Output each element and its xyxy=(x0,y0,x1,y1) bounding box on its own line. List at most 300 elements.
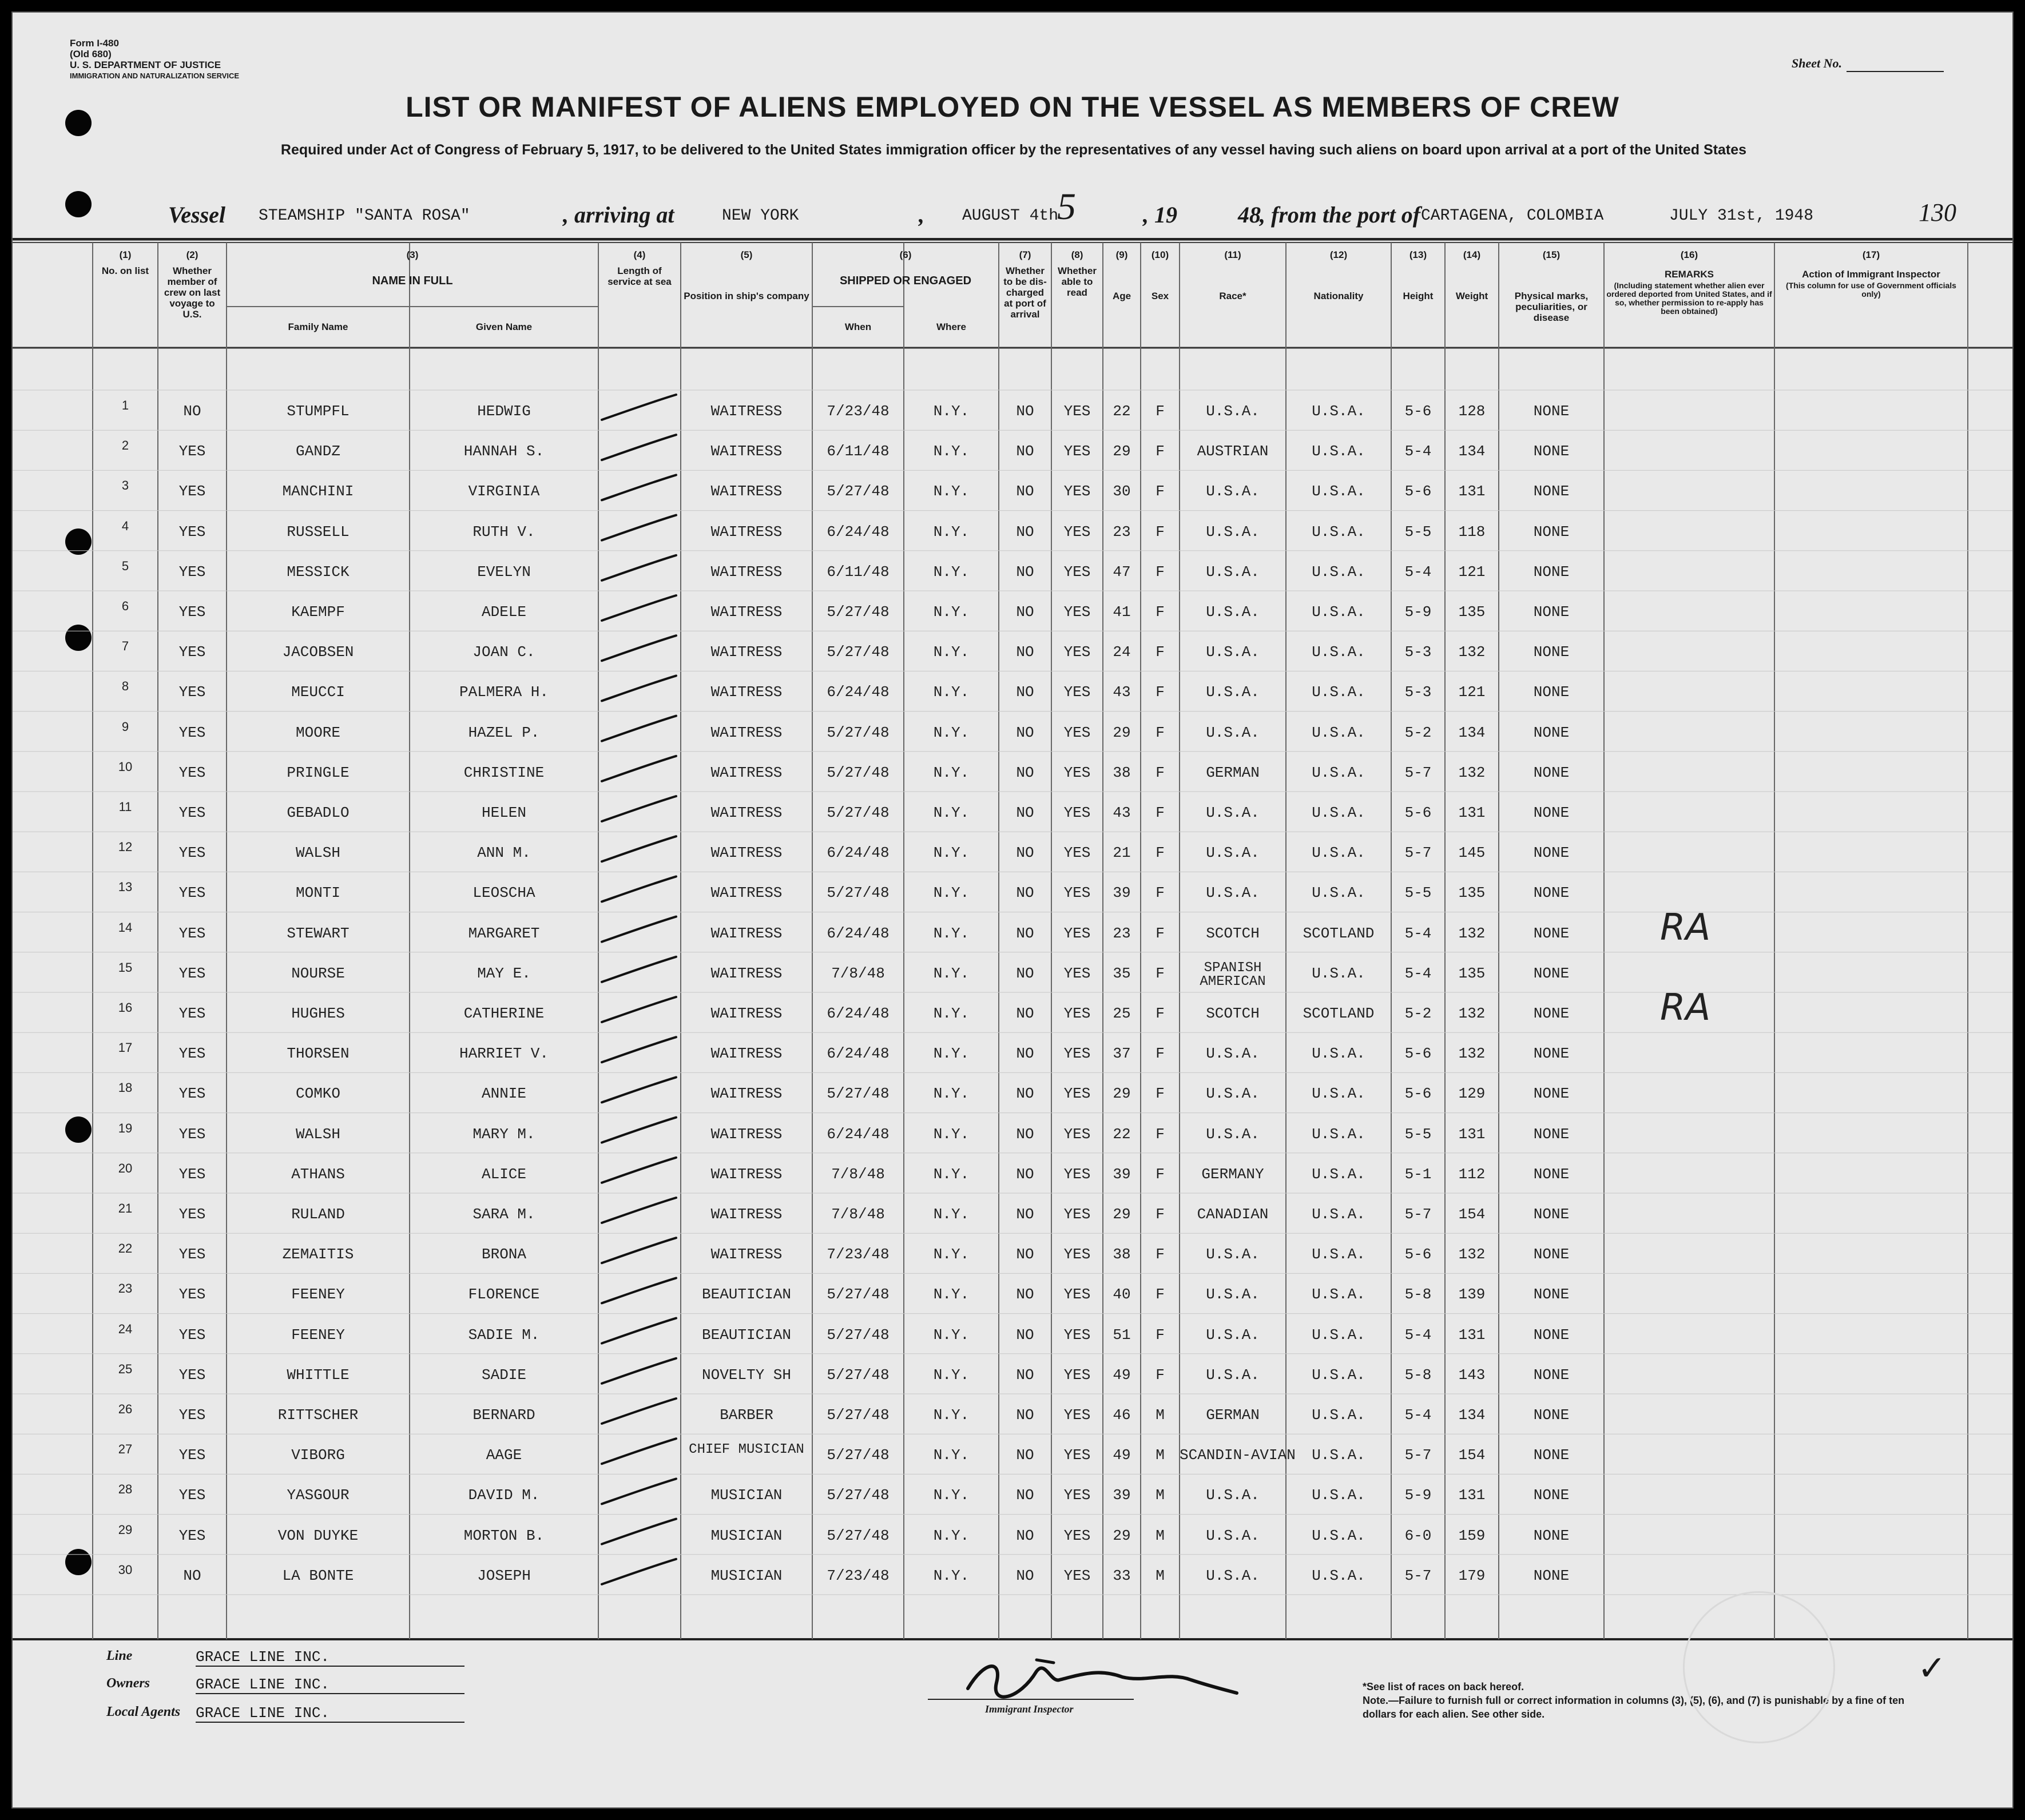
cell-age: 39 xyxy=(1113,1165,1131,1183)
cell-sex: F xyxy=(1156,643,1165,661)
cell-where: N.Y. xyxy=(933,764,970,781)
service-tick-mark xyxy=(602,435,676,460)
line-label: Line xyxy=(106,1648,133,1663)
cell-age: 37 xyxy=(1113,1045,1131,1063)
cell-position: WAITRESS xyxy=(710,1246,783,1263)
service-tick-mark xyxy=(602,1519,676,1544)
cell-no: 20 xyxy=(118,1161,133,1175)
cell-where: N.Y. xyxy=(933,724,970,741)
note-penalty: Note.—Failure to furnish full or correct information in columns (3), (5), (6), and (7) is punishable by a fine of ten dollars for each alien. See other side. xyxy=(1363,1695,1905,1720)
cell-marks: NONE xyxy=(1533,1527,1570,1544)
cell-sex: F xyxy=(1156,563,1165,581)
cell-nationality: U.S.A. xyxy=(1312,523,1365,541)
cell-read: YES xyxy=(1063,1447,1091,1464)
cell-when: 5/27/48 xyxy=(827,643,890,661)
cell-discharged: NO xyxy=(1016,1165,1034,1183)
cell-race: U.S.A. xyxy=(1206,1527,1260,1544)
cell-age: 35 xyxy=(1113,964,1131,982)
service-tick-mark xyxy=(602,1318,676,1344)
cell-prev: NO xyxy=(183,1567,201,1584)
cell-discharged: NO xyxy=(1016,764,1034,781)
cell-age: 29 xyxy=(1113,1206,1131,1223)
cell-prev: YES xyxy=(178,1447,206,1464)
cell-race: GERMAN xyxy=(1206,764,1260,781)
cell-marks: NONE xyxy=(1533,684,1570,701)
cell-given: DAVID M. xyxy=(468,1487,540,1504)
cell-age: 24 xyxy=(1113,643,1131,661)
cell-no: 29 xyxy=(118,1522,133,1537)
cell-where: N.Y. xyxy=(933,844,970,862)
cell-no: 4 xyxy=(121,518,129,533)
cell-weight: 121 xyxy=(1458,563,1486,581)
service-tick-mark xyxy=(602,555,676,581)
cell-family: WALSH xyxy=(295,1125,340,1143)
cell-given: HARRIET V. xyxy=(459,1045,549,1063)
cell-marks: NONE xyxy=(1533,1125,1570,1143)
cell-marks: NONE xyxy=(1533,1206,1570,1223)
cell-race: U.S.A. xyxy=(1206,804,1260,821)
cell-race: U.S.A. xyxy=(1206,1286,1260,1304)
cell-sex: F xyxy=(1156,1125,1165,1143)
year: 48 xyxy=(1238,202,1261,228)
cell-age: 30 xyxy=(1113,483,1131,500)
cell-family: ATHANS xyxy=(291,1165,345,1183)
cell-read: YES xyxy=(1063,1045,1091,1063)
cell-marks: NONE xyxy=(1533,443,1570,460)
cell-discharged: NO xyxy=(1016,443,1034,460)
cell-race: U.S.A. xyxy=(1206,483,1260,500)
cell-family: MOORE xyxy=(295,724,340,741)
cell-weight: 134 xyxy=(1458,1406,1486,1424)
cell-position: NOVELTY SH xyxy=(701,1366,792,1384)
cell-where: N.Y. xyxy=(933,1286,970,1304)
cell-prev: YES xyxy=(178,643,206,661)
cell-given: AAGE xyxy=(486,1447,522,1464)
cell-no: 21 xyxy=(118,1201,133,1215)
cell-where: N.Y. xyxy=(933,684,970,701)
cell-position: WAITRESS xyxy=(710,563,783,581)
cell-no: 2 xyxy=(121,438,129,453)
cell-read: YES xyxy=(1063,884,1091,902)
cell-when: 6/11/48 xyxy=(827,563,890,581)
cell-family: HUGHES xyxy=(291,1005,345,1022)
cell-read: YES xyxy=(1063,1406,1091,1424)
column-label: Whether to be dis-charged at port of arrival xyxy=(1003,265,1047,320)
cell-marks: NONE xyxy=(1533,643,1570,661)
cell-age: 29 xyxy=(1113,724,1131,741)
service-tick-mark xyxy=(602,836,676,861)
cell-race: U.S.A. xyxy=(1206,563,1260,581)
cell-marks: NONE xyxy=(1533,523,1570,541)
cell-height: 5-5 xyxy=(1404,1125,1432,1143)
cell-no: 16 xyxy=(118,1000,133,1015)
cell-marks: NONE xyxy=(1533,1406,1570,1424)
cell-position: WAITRESS xyxy=(710,764,783,781)
cell-family: MEUCCI xyxy=(291,684,345,701)
column-number: (11) xyxy=(1224,249,1241,260)
service-tick-mark xyxy=(602,595,676,621)
cell-read: YES xyxy=(1063,964,1091,982)
sheet-number-label: Sheet No. xyxy=(1792,56,1842,70)
cell-discharged: NO xyxy=(1016,1567,1034,1584)
cell-height: 5-4 xyxy=(1404,1406,1432,1424)
from-label: , from the port of xyxy=(1260,202,1421,228)
inspector-label: Immigrant Inspector xyxy=(985,1703,1074,1715)
service-tick-mark xyxy=(602,635,676,661)
cell-height: 5-1 xyxy=(1404,1165,1432,1183)
cell-weight: 118 xyxy=(1458,523,1486,541)
column-label: Action of Immigrant Inspector xyxy=(1802,269,1940,280)
cell-prev: YES xyxy=(178,1527,206,1544)
cell-read: YES xyxy=(1063,924,1091,942)
cell-marks: NONE xyxy=(1533,844,1570,862)
cell-discharged: NO xyxy=(1016,1246,1034,1263)
cell-weight: 135 xyxy=(1458,603,1486,621)
cell-sex: M xyxy=(1156,1447,1165,1464)
service-tick-mark xyxy=(602,796,676,821)
column-sublabel: Given Name xyxy=(475,321,533,332)
cell-race: CANADIAN xyxy=(1197,1206,1269,1223)
cell-race: AUSTRIAN xyxy=(1197,443,1269,460)
cell-read: YES xyxy=(1063,1246,1091,1263)
cell-nationality: U.S.A. xyxy=(1312,804,1365,821)
date-correction: 5 xyxy=(1057,186,1076,228)
cell-given: RUTH V. xyxy=(472,523,535,541)
cell-family: WALSH xyxy=(295,844,340,862)
cell-family: KAEMPF xyxy=(291,603,345,621)
cell-nationality: U.S.A. xyxy=(1312,1527,1365,1544)
cell-position: WAITRESS xyxy=(710,643,783,661)
cell-prev: YES xyxy=(178,563,206,581)
cell-where: N.Y. xyxy=(933,1206,970,1223)
cell-given: JOAN C. xyxy=(472,643,535,661)
cell-family: LA BONTE xyxy=(282,1567,354,1584)
cell-read: YES xyxy=(1063,1286,1091,1304)
cell-no: 14 xyxy=(118,920,133,935)
cell-given: FLORENCE xyxy=(468,1286,540,1304)
cell-position: WAITRESS xyxy=(710,724,783,741)
cell-age: 22 xyxy=(1113,403,1131,420)
cell-weight: 131 xyxy=(1458,483,1486,500)
cell-marks: NONE xyxy=(1533,1045,1570,1063)
cell-given: MARY M. xyxy=(472,1125,535,1143)
comma: , xyxy=(919,202,924,228)
vessel-label: Vessel xyxy=(168,202,225,228)
cell-height: 5-7 xyxy=(1404,844,1432,862)
column-label: Weight xyxy=(1455,291,1488,301)
cell-discharged: NO xyxy=(1016,1487,1034,1504)
cell-height: 5-2 xyxy=(1404,1005,1432,1022)
cell-given: HANNAH S. xyxy=(463,443,545,460)
cell-sex: F xyxy=(1156,1165,1165,1183)
cell-no: 9 xyxy=(121,719,129,734)
arriving-label: , arriving at xyxy=(563,202,674,228)
cell-age: 33 xyxy=(1113,1567,1131,1584)
cell-position: BEAUTICIAN xyxy=(701,1326,792,1344)
cell-height: 6-0 xyxy=(1404,1527,1432,1544)
cell-weight: 131 xyxy=(1458,1487,1486,1504)
cell-family: FEENEY xyxy=(291,1286,345,1304)
cell-when: 5/27/48 xyxy=(827,1487,890,1504)
cell-marks: NONE xyxy=(1533,1567,1570,1584)
cell-nationality: U.S.A. xyxy=(1312,884,1365,902)
service-tick-mark xyxy=(602,1438,676,1464)
cell-discharged: NO xyxy=(1016,1286,1034,1304)
cell-sex: M xyxy=(1156,1567,1165,1584)
cell-no: 18 xyxy=(118,1080,133,1095)
cell-where: N.Y. xyxy=(933,643,970,661)
cell-race: U.S.A. xyxy=(1206,1366,1260,1384)
cell-when: 7/23/48 xyxy=(827,403,890,420)
cell-when: 5/27/48 xyxy=(827,884,890,902)
cell-weight: 128 xyxy=(1458,403,1486,420)
service-tick-mark xyxy=(602,876,676,901)
form-header xyxy=(70,38,239,81)
column-sublabel: When xyxy=(844,321,872,332)
cell-height: 5-7 xyxy=(1404,1567,1432,1584)
cell-given: BERNARD xyxy=(472,1406,535,1424)
column-label: REMARKS xyxy=(1665,269,1714,280)
cell-family: JACOBSEN xyxy=(282,643,354,661)
cell-age: 41 xyxy=(1113,603,1131,621)
cell-weight: 129 xyxy=(1458,1085,1486,1103)
cell-read: YES xyxy=(1063,684,1091,701)
cell-position: WAITRESS xyxy=(710,884,783,902)
line-value: GRACE LINE INC. xyxy=(196,1648,464,1667)
cell-no: 15 xyxy=(118,960,133,975)
cell-weight: 134 xyxy=(1458,724,1486,741)
column-number: (9) xyxy=(1115,249,1128,260)
cell-where: N.Y. xyxy=(933,964,970,982)
cell-when: 6/24/48 xyxy=(827,1045,890,1063)
cell-no: 7 xyxy=(121,639,129,654)
cell-marks: NONE xyxy=(1533,403,1570,420)
cell-race: U.S.A. xyxy=(1206,643,1260,661)
cell-age: 49 xyxy=(1113,1447,1131,1464)
cell-height: 5-6 xyxy=(1404,483,1432,500)
service-tick-mark xyxy=(602,1238,676,1263)
cell-age: 29 xyxy=(1113,443,1131,460)
cell-age: 23 xyxy=(1113,924,1131,942)
column-number: (5) xyxy=(740,249,753,260)
cell-nationality: U.S.A. xyxy=(1312,1567,1365,1584)
service-tick-mark xyxy=(602,1077,676,1102)
cell-prev: YES xyxy=(178,1286,206,1304)
cell-no: 6 xyxy=(121,599,129,613)
cell-position: WAITRESS xyxy=(710,684,783,701)
cell-prev: YES xyxy=(178,1005,206,1022)
cell-no: 24 xyxy=(118,1321,133,1336)
cell-marks: NONE xyxy=(1533,1005,1570,1022)
cell-sex: F xyxy=(1156,1085,1165,1103)
cell-family: NOURSE xyxy=(291,964,345,982)
cell-read: YES xyxy=(1063,724,1091,741)
cell-where: N.Y. xyxy=(933,1366,970,1384)
cell-sex: F xyxy=(1156,1366,1165,1384)
cell-discharged: NO xyxy=(1016,1447,1034,1464)
cell-height: 5-7 xyxy=(1404,1447,1432,1464)
cell-height: 5-4 xyxy=(1404,924,1432,942)
cell-prev: YES xyxy=(178,924,206,942)
cell-nationality: U.S.A. xyxy=(1312,403,1365,420)
service-tick-mark xyxy=(602,716,676,741)
cell-age: 43 xyxy=(1113,804,1131,821)
cell-family: STUMPFL xyxy=(287,403,350,420)
cell-position: WAITRESS xyxy=(710,844,783,862)
page-number: 130 xyxy=(1919,198,1956,226)
cell-race: U.S.A. xyxy=(1206,1045,1260,1063)
cell-where: N.Y. xyxy=(933,403,970,420)
agents-value: GRACE LINE INC. xyxy=(196,1704,464,1723)
cell-when: 7/23/48 xyxy=(827,1246,890,1263)
cell-when: 5/27/48 xyxy=(827,764,890,781)
cell-family: FEENEY xyxy=(291,1326,345,1344)
cell-when: 5/27/48 xyxy=(827,1326,890,1344)
cell-when: 6/24/48 xyxy=(827,844,890,862)
column-label: SHIPPED OR ENGAGED xyxy=(839,275,972,287)
cell-family: VON DUYKE xyxy=(277,1527,359,1544)
cell-when: 5/27/48 xyxy=(827,724,890,741)
cell-when: 5/27/48 xyxy=(827,804,890,821)
cell-when: 6/11/48 xyxy=(827,443,890,460)
cell-family: MONTI xyxy=(295,884,340,902)
cell-position: WAITRESS xyxy=(710,483,783,500)
cell-where: N.Y. xyxy=(933,483,970,500)
cell-race: SCOTCH xyxy=(1206,1005,1260,1022)
cell-read: YES xyxy=(1063,764,1091,781)
cell-position: CHIEF MUSICIAN xyxy=(689,1442,804,1458)
cell-race: U.S.A. xyxy=(1206,684,1260,701)
cell-sex: M xyxy=(1156,1527,1165,1544)
year-prefix: , 19 xyxy=(1143,202,1177,228)
service-tick-mark xyxy=(602,957,676,982)
cell-where: N.Y. xyxy=(933,1045,970,1063)
service-tick-mark xyxy=(602,756,676,781)
column-label: Physical marks, peculiarities, or disease xyxy=(1514,291,1589,323)
cell-height: 5-8 xyxy=(1404,1286,1432,1304)
cell-prev: YES xyxy=(178,804,206,821)
cell-prev: YES xyxy=(178,523,206,541)
cell-where: N.Y. xyxy=(933,523,970,541)
cell-prev: YES xyxy=(178,1487,206,1504)
cell-discharged: NO xyxy=(1016,1045,1034,1063)
cell-race: SCANDIN-AVIAN xyxy=(1180,1447,1296,1464)
cell-discharged: NO xyxy=(1016,1085,1034,1103)
cell-nationality: U.S.A. xyxy=(1312,1045,1365,1063)
cell-when: 7/8/48 xyxy=(831,964,885,982)
cell-position: BEAUTICIAN xyxy=(701,1286,792,1304)
cell-marks: NONE xyxy=(1533,724,1570,741)
cell-height: 5-4 xyxy=(1404,443,1432,460)
cell-height: 5-6 xyxy=(1404,804,1432,821)
cell-when: 6/24/48 xyxy=(827,684,890,701)
cell-sex: F xyxy=(1156,684,1165,701)
cell-position: WAITRESS xyxy=(710,1206,783,1223)
cell-family: YASGOUR xyxy=(287,1487,350,1504)
cell-prev: YES xyxy=(178,603,206,621)
cell-race: U.S.A. xyxy=(1206,523,1260,541)
cell-position: WAITRESS xyxy=(710,964,783,982)
cell-marks: NONE xyxy=(1533,804,1570,821)
cell-weight: 131 xyxy=(1458,1326,1486,1344)
arrival-date: AUGUST 4th xyxy=(962,207,1059,225)
cell-no: 19 xyxy=(118,1120,133,1135)
cell-discharged: NO xyxy=(1016,924,1034,942)
cell-family: GANDZ xyxy=(295,443,340,460)
cell-where: N.Y. xyxy=(933,1085,970,1103)
cell-family: COMKO xyxy=(295,1085,340,1103)
column-number: (3) xyxy=(406,249,419,260)
cell-nationality: U.S.A. xyxy=(1312,1206,1365,1223)
arriving-port: NEW YORK xyxy=(722,207,799,225)
cell-race: U.S.A. xyxy=(1206,403,1260,420)
cell-sex: F xyxy=(1156,1326,1165,1344)
cell-nationality: U.S.A. xyxy=(1312,764,1365,781)
cell-where: N.Y. xyxy=(933,884,970,902)
cell-sex: F xyxy=(1156,483,1165,500)
cell-weight: 145 xyxy=(1458,844,1486,862)
cell-where: N.Y. xyxy=(933,1005,970,1022)
cell-height: 5-6 xyxy=(1404,403,1432,420)
cell-given: EVELYN xyxy=(477,563,531,581)
cell-no: 30 xyxy=(118,1562,133,1577)
cell-given: JOSEPH xyxy=(477,1567,531,1584)
cell-when: 6/24/48 xyxy=(827,523,890,541)
cell-read: YES xyxy=(1063,563,1091,581)
cell-weight: 135 xyxy=(1458,884,1486,902)
cell-no: 25 xyxy=(118,1361,133,1376)
cell-age: 39 xyxy=(1113,884,1131,902)
cell-family: MESSICK xyxy=(287,563,350,581)
page-title: LIST OR MANIFEST OF ALIENS EMPLOYED ON THE VESSEL AS MEMBERS OF CREW xyxy=(406,91,1619,123)
cell-marks: NONE xyxy=(1533,1085,1570,1103)
cell-when: 7/8/48 xyxy=(831,1206,885,1223)
cell-race: U.S.A. xyxy=(1206,884,1260,902)
cell-prev: YES xyxy=(178,964,206,982)
cell-where: N.Y. xyxy=(933,563,970,581)
cell-given: ADELE xyxy=(481,603,526,621)
service-tick-mark xyxy=(602,917,676,942)
cell-sex: F xyxy=(1156,443,1165,460)
cell-nationality: U.S.A. xyxy=(1312,1447,1365,1464)
cell-height: 5-2 xyxy=(1404,724,1432,741)
cell-position: WAITRESS xyxy=(710,1005,783,1022)
cell-sex: F xyxy=(1156,924,1165,942)
cell-age: 51 xyxy=(1113,1326,1131,1344)
cell-discharged: NO xyxy=(1016,603,1034,621)
cell-discharged: NO xyxy=(1016,684,1034,701)
cell-prev: YES xyxy=(178,1246,206,1263)
cell-where: N.Y. xyxy=(933,603,970,621)
cell-given: SADIE M. xyxy=(468,1326,540,1344)
cell-position: WAITRESS xyxy=(710,804,783,821)
column-sublabel: (This column for use of Government officials only) xyxy=(1786,281,1956,299)
cell-given: VIRGINIA xyxy=(468,483,540,500)
cell-weight: 159 xyxy=(1458,1527,1486,1544)
cell-read: YES xyxy=(1063,1165,1091,1183)
cell-sex: F xyxy=(1156,884,1165,902)
cell-no: 8 xyxy=(121,679,129,694)
cell-discharged: NO xyxy=(1016,884,1034,902)
cell-sex: F xyxy=(1156,764,1165,781)
cell-prev: YES xyxy=(178,483,206,500)
cell-family: STEWART xyxy=(287,924,350,942)
cell-read: YES xyxy=(1063,643,1091,661)
cell-position: MUSICIAN xyxy=(710,1487,783,1504)
cell-prev: YES xyxy=(178,764,206,781)
cell-weight: 132 xyxy=(1458,643,1486,661)
cell-marks: NONE xyxy=(1533,483,1570,500)
